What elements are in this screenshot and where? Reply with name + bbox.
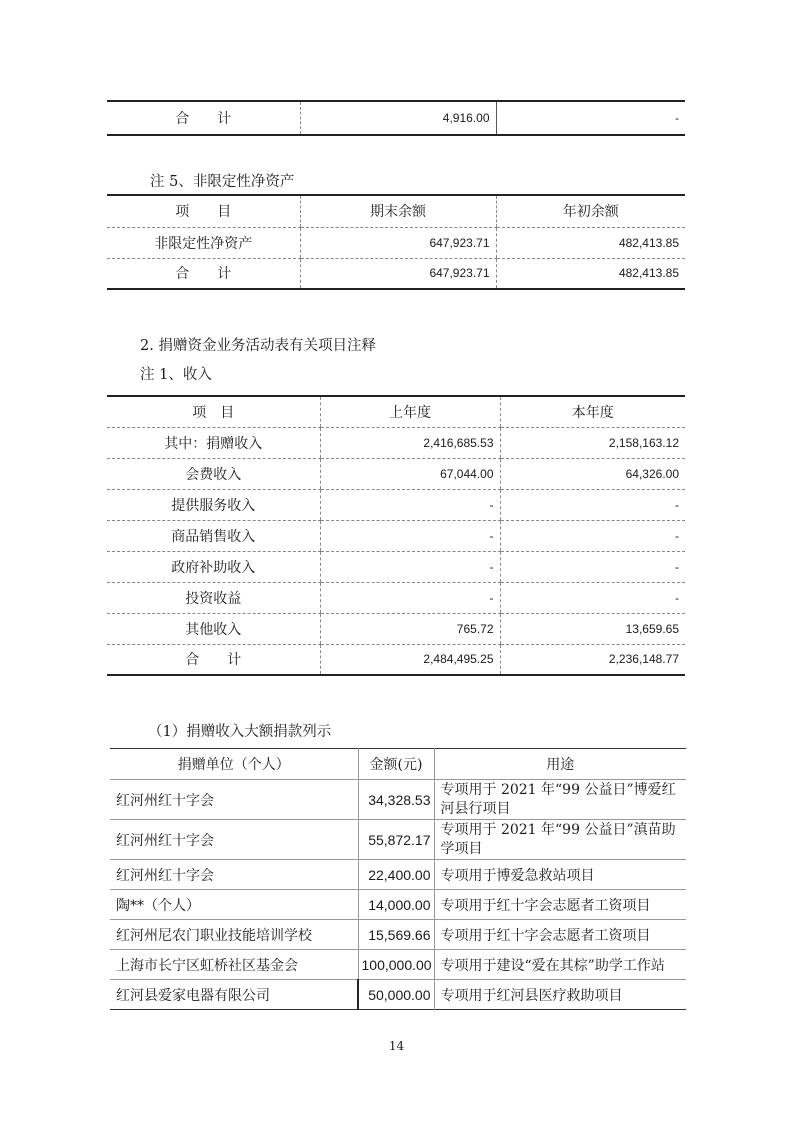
donations-table — [110, 748, 686, 1010]
table-row — [110, 890, 686, 920]
donor-cell: 陶**（个人） — [110, 890, 358, 920]
table-row — [110, 780, 686, 820]
row-value: 482,413.85 — [496, 227, 685, 258]
purpose-cell: 专项用于红河县医疗救助项目 — [434, 980, 686, 1010]
row-value: 647,923.71 — [300, 258, 496, 289]
purpose-cell: 专项用于红十字会志愿者工资项目 — [434, 890, 686, 920]
section2-title: 2. 捐赠资金业务活动表有关项目注释 — [140, 338, 376, 354]
row-value: 765.72 — [320, 613, 500, 644]
note1-title: 注 1、收入 — [140, 367, 212, 383]
row-label: 合 计 — [185, 652, 242, 669]
row-value: - — [320, 582, 500, 613]
column-header: 项 目 — [107, 195, 300, 227]
table-row — [110, 860, 686, 890]
purpose-cell: 专项用于 2021 年“99 公益日”滇苗助学项目 — [434, 820, 686, 860]
row-value: - — [500, 582, 685, 613]
row-label: 其中：捐赠收入 — [107, 427, 320, 458]
row-value: 647,923.71 — [300, 227, 496, 258]
note5-table — [107, 194, 685, 290]
purpose-cell: 专项用于博爱急救站项目 — [434, 860, 686, 890]
table-row — [110, 820, 686, 860]
note5-title: 注 5、非限定性净资产 — [150, 174, 295, 190]
amount-cell: 14,000.00 — [358, 890, 434, 920]
amount-cell: 15,569.66 — [358, 920, 434, 950]
row-value: - — [500, 489, 685, 520]
row-label: 会费收入 — [107, 458, 320, 489]
purpose-cell: 专项用于建设“爱在其棕”助学工作站 — [434, 950, 686, 980]
row-label: 商品销售收入 — [107, 520, 320, 551]
page-number: 14 — [388, 1039, 405, 1053]
column-header: 期末余额 — [300, 195, 496, 227]
row-value: 2,484,495.25 — [320, 644, 500, 675]
column-header: 年初余额 — [496, 195, 685, 227]
row-value: - — [500, 520, 685, 551]
donor-cell: 红河县爱家电器有限公司 — [116, 987, 270, 1004]
table-row — [107, 520, 685, 551]
amount-cell: 55,872.17 — [358, 820, 434, 860]
row-value: 2,236,148.77 — [500, 644, 685, 675]
donor-cell: 红河州红十字会 — [110, 780, 358, 820]
purpose-cell: 专项用于 2021 年“99 公益日”博爱红河县行项目 — [434, 780, 686, 820]
row-value: 67,044.00 — [320, 458, 500, 489]
row-value: 2,416,685.53 — [320, 427, 500, 458]
amount-cell: 100,000.00 — [358, 950, 434, 980]
table-row — [107, 258, 685, 289]
row-label: 合 计 — [175, 111, 232, 127]
table-row — [107, 644, 685, 675]
donor-cell: 红河州尼农门职业技能培训学校 — [110, 920, 358, 950]
amount-cell: 22,400.00 — [358, 860, 434, 890]
column-header: 项 目 — [107, 396, 320, 427]
row-value: - — [496, 101, 685, 135]
row-value: 2,158,163.12 — [500, 427, 685, 458]
table-row — [107, 427, 685, 458]
income-table — [107, 395, 685, 676]
row-value: - — [320, 551, 500, 582]
column-header: 金额(元) — [358, 749, 434, 780]
row-value: 64,326.00 — [500, 458, 685, 489]
donations-title: （1）捐赠收入大额捐款列示 — [148, 724, 332, 740]
table-row — [107, 227, 685, 258]
row-label: 提供服务收入 — [107, 489, 320, 520]
row-label: 政府补助收入 — [107, 551, 320, 582]
table-row — [107, 551, 685, 582]
table-header-row — [110, 749, 686, 780]
donor-cell: 红河州红十字会 — [110, 820, 358, 860]
column-header: 捐赠单位（个人） — [110, 749, 358, 780]
row-value: - — [320, 520, 500, 551]
column-header: 用途 — [434, 749, 686, 780]
donor-cell: 红河州红十字会 — [110, 860, 358, 890]
table-row — [110, 920, 686, 950]
table-header-row — [107, 396, 685, 427]
row-label: 投资收益 — [107, 582, 320, 613]
row-value: - — [500, 551, 685, 582]
table-row — [110, 980, 686, 1010]
row-label: 其他收入 — [107, 613, 320, 644]
row-label: 合 计 — [175, 266, 232, 283]
column-header: 上年度 — [320, 396, 500, 427]
table-header-row — [107, 195, 685, 227]
row-value: 482,413.85 — [496, 258, 685, 289]
table-row — [110, 950, 686, 980]
top-total-table — [107, 100, 685, 136]
amount-cell: 34,328.53 — [358, 780, 434, 820]
column-header: 本年度 — [500, 396, 685, 427]
table-row — [107, 101, 685, 135]
row-label: 非限定性净资产 — [107, 227, 300, 258]
row-value: 13,659.65 — [500, 613, 685, 644]
amount-cell: 50,000.00 — [358, 980, 434, 1010]
table-row — [107, 582, 685, 613]
table-row — [107, 613, 685, 644]
purpose-cell: 专项用于红十字会志愿者工资项目 — [434, 920, 686, 950]
row-value: - — [320, 489, 500, 520]
table-row — [107, 489, 685, 520]
donor-cell: 上海市长宁区虹桥社区基金会 — [110, 950, 358, 980]
row-value: 4,916.00 — [300, 101, 496, 135]
table-row — [107, 458, 685, 489]
